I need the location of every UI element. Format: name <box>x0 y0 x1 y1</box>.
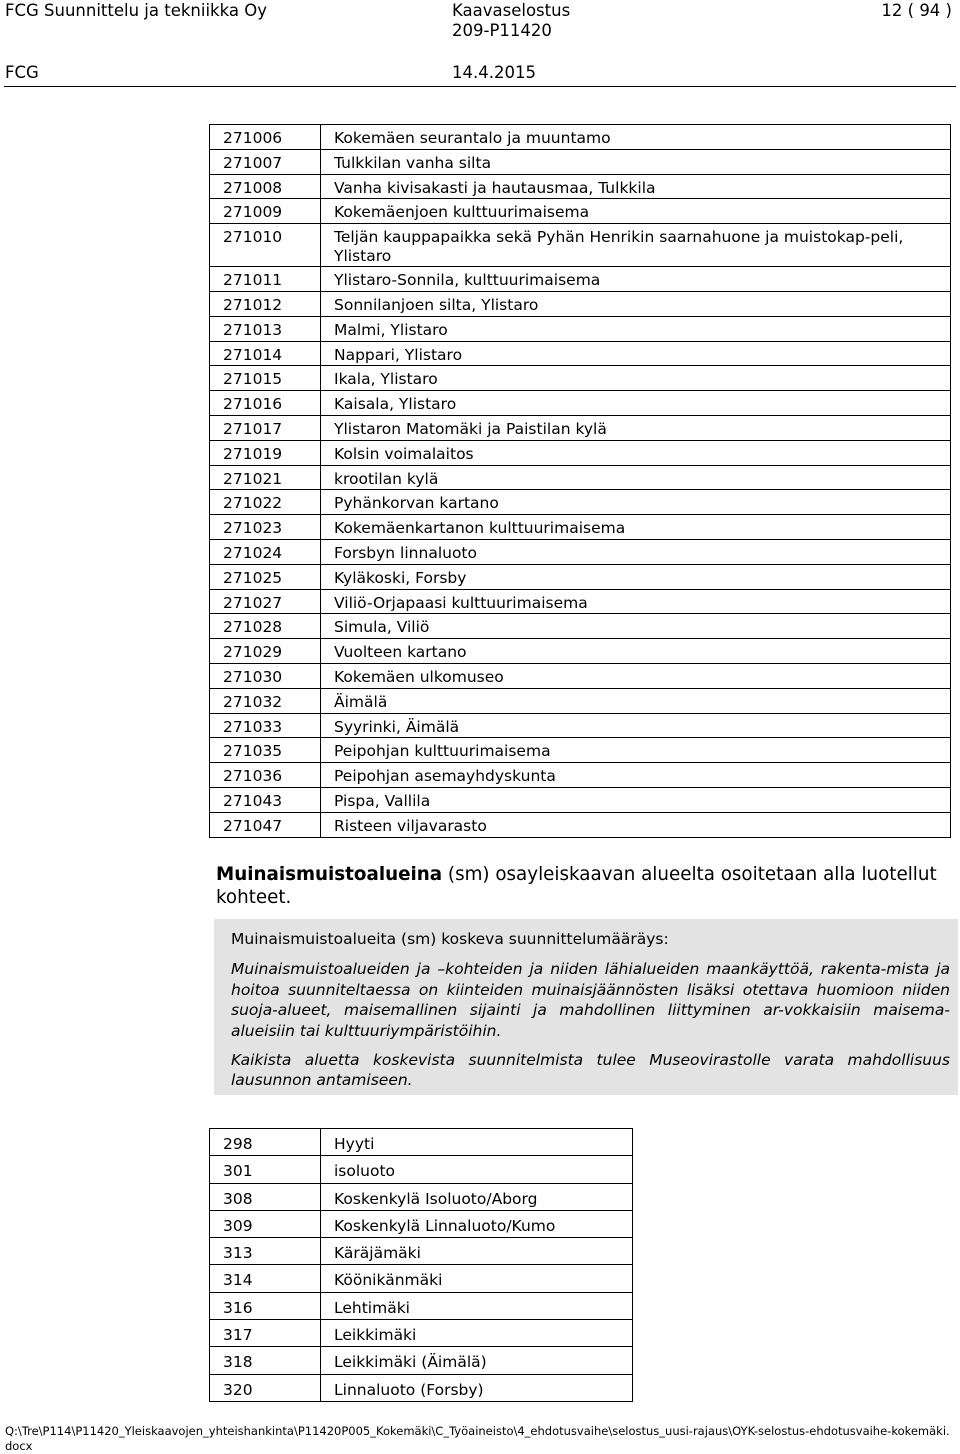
page-number: 12 ( 94 ) <box>881 1 952 20</box>
site-name-cell: Lehtimäki <box>321 1292 633 1319</box>
site-name-cell: Peipohjan kulttuurimaisema <box>321 738 951 763</box>
site-code-cell: 271035 <box>210 738 321 763</box>
site-code-cell: 271008 <box>210 174 321 199</box>
site-code-cell: 271011 <box>210 267 321 292</box>
table-row <box>210 787 951 812</box>
site-name-cell: Kolsin voimalaitos <box>321 440 951 465</box>
table-row <box>210 812 951 837</box>
site-code-cell: 271009 <box>210 199 321 224</box>
table-row <box>210 763 951 788</box>
site-code-cell: 313 <box>210 1238 321 1265</box>
site-name-cell: Ylistaron Matomäki ja Paistilan kylä <box>321 415 951 440</box>
site-code-cell: 318 <box>210 1347 321 1374</box>
site-name-cell: isoluoto <box>321 1156 633 1183</box>
site-name-cell: Koskenkylä Linnaluoto/Kumo <box>321 1210 633 1237</box>
site-code-cell: 316 <box>210 1292 321 1319</box>
table-row <box>210 713 951 738</box>
site-name-cell: Vuolteen kartano <box>321 639 951 664</box>
site-name-cell: Syyrinki, Äimälä <box>321 713 951 738</box>
table-row <box>210 366 951 391</box>
site-code-cell: 271029 <box>210 639 321 664</box>
file-path-footer: Q:\Tre\P114\P11420_Yleiskaavojen_yhteishankinta\P11420P005_Kokemäki\C_Työaineisto\4_ehdotusvaihe\selostus_uusi-rajaus\OYK-selostus-ehdotusvaihe-kokemäki.docx <box>5 1424 950 1453</box>
site-code-cell: 320 <box>210 1374 321 1401</box>
site-name-cell: Teljän kauppapaikka sekä Pyhän Henrikin saarnahuone ja muistokap-peli, Ylistaro <box>321 224 951 267</box>
table-row <box>210 125 951 150</box>
site-code-cell: 271030 <box>210 663 321 688</box>
site-name-cell: Sonnilanjoen silta, Ylistaro <box>321 291 951 316</box>
table-row <box>210 440 951 465</box>
table-row <box>210 415 951 440</box>
site-name-cell: Koskenkylä Isoluoto/Aborg <box>321 1183 633 1210</box>
site-name-cell: Vanha kivisakasti ja hautausmaa, Tulkkila <box>321 174 951 199</box>
table-row <box>210 738 951 763</box>
site-code-cell: 271028 <box>210 614 321 639</box>
site-code-cell: 271047 <box>210 812 321 837</box>
site-name-cell: Kokemäen seurantalo ja muuntamo <box>321 125 951 150</box>
site-name-cell: Risteen viljavarasto <box>321 812 951 837</box>
antiquity-areas-table <box>209 1128 633 1402</box>
site-code-cell: 271022 <box>210 490 321 515</box>
table-row <box>210 639 951 664</box>
site-code-cell: 308 <box>210 1183 321 1210</box>
company-name: FCG Suunnittelu ja tekniikka Oy <box>5 1 267 20</box>
table-row <box>210 589 951 614</box>
site-code-cell: 271036 <box>210 763 321 788</box>
site-name-cell: Ikala, Ylistaro <box>321 366 951 391</box>
site-code-cell: 271023 <box>210 515 321 540</box>
site-name-cell: Kyläkoski, Forsby <box>321 564 951 589</box>
heritage-sites-table <box>209 124 951 838</box>
site-code-cell: 271032 <box>210 688 321 713</box>
table-row <box>210 149 951 174</box>
site-code-cell: 271043 <box>210 787 321 812</box>
intro-term: Muinaismuistoalueina <box>216 864 443 885</box>
table-row <box>210 1183 633 1210</box>
document-date: 14.4.2015 <box>452 63 536 82</box>
table-row <box>210 391 951 416</box>
table-row <box>210 614 951 639</box>
site-name-cell: Viliö-Orjapaasi kulttuurimaisema <box>321 589 951 614</box>
site-code-cell: 271019 <box>210 440 321 465</box>
site-name-cell: Ylistaro-Sonnila, kulttuurimaisema <box>321 267 951 292</box>
site-name-cell: Peipohjan asemayhdyskunta <box>321 763 951 788</box>
table-row <box>210 1347 633 1374</box>
site-code-cell: 314 <box>210 1265 321 1292</box>
table-row <box>210 1374 633 1401</box>
table-row <box>210 465 951 490</box>
site-name-cell: Simula, Viliö <box>321 614 951 639</box>
site-code-cell: 309 <box>210 1210 321 1237</box>
site-name-cell: Kaisala, Ylistaro <box>321 391 951 416</box>
intro-text: (sm) osayleiskaavan alueelta osoitetaan alla luotellut kohteet. <box>216 864 937 908</box>
site-code-cell: 271033 <box>210 713 321 738</box>
site-code-cell: 271024 <box>210 539 321 564</box>
table-row <box>210 564 951 589</box>
table-row <box>210 1320 633 1347</box>
site-name-cell: krootilan kylä <box>321 465 951 490</box>
site-name-cell: Kokemäenjoen kulttuurimaisema <box>321 199 951 224</box>
table-row <box>210 291 951 316</box>
site-name-cell: Leikkimäki <box>321 1320 633 1347</box>
site-name-cell: Kokemäenkartanon kulttuurimaisema <box>321 515 951 540</box>
site-name-cell: Kokemäen ulkomuseo <box>321 663 951 688</box>
site-code-cell: 271016 <box>210 391 321 416</box>
table-row <box>210 515 951 540</box>
site-name-cell: Forsbyn linnaluoto <box>321 539 951 564</box>
site-code-cell: 271006 <box>210 125 321 150</box>
site-name-cell: Nappari, Ylistaro <box>321 341 951 366</box>
site-code-cell: 271012 <box>210 291 321 316</box>
table-row <box>210 316 951 341</box>
header-divider <box>4 86 956 87</box>
table-row <box>210 490 951 515</box>
site-code-cell: 271025 <box>210 564 321 589</box>
table-row <box>210 1210 633 1237</box>
site-name-cell: Pyhänkorvan kartano <box>321 490 951 515</box>
regulation-title: Muinaismuistoalueita (sm) koskeva suunnittelumääräys: <box>231 930 669 948</box>
regulation-paragraph: Kaikista aluetta koskevista suunnitelmista tulee Museovirastolle varata mahdollisuus lausunnon antamiseen. <box>231 1051 950 1090</box>
site-code-cell: 271015 <box>210 366 321 391</box>
table-row <box>210 174 951 199</box>
site-name-cell: Malmi, Ylistaro <box>321 316 951 341</box>
table-row <box>210 267 951 292</box>
table-row <box>210 1292 633 1319</box>
table-row <box>210 1265 633 1292</box>
site-code-cell: 271027 <box>210 589 321 614</box>
site-code-cell: 298 <box>210 1129 321 1156</box>
site-code-cell: 271013 <box>210 316 321 341</box>
site-code-cell: 271010 <box>210 224 321 267</box>
site-name-cell: Köönikänmäki <box>321 1265 633 1292</box>
table-row <box>210 1129 633 1156</box>
site-code-cell: 271021 <box>210 465 321 490</box>
site-name-cell: Pispa, Vallila <box>321 787 951 812</box>
table-row <box>210 539 951 564</box>
site-code-cell: 317 <box>210 1320 321 1347</box>
document-type: Kaavaselostus <box>452 1 571 20</box>
site-name-cell: Tulkkilan vanha silta <box>321 149 951 174</box>
intro-paragraph <box>216 863 954 909</box>
site-name-cell: Käräjämäki <box>321 1238 633 1265</box>
table-row <box>210 1238 633 1265</box>
site-name-cell: Hyyti <box>321 1129 633 1156</box>
table-row <box>210 341 951 366</box>
site-name-cell: Leikkimäki (Äimälä) <box>321 1347 633 1374</box>
project-number: 209-P11420 <box>452 21 552 40</box>
regulation-paragraph: Muinaismuistoalueiden ja –kohteiden ja niiden lähialueiden maankäyttöä, rakenta-mista ja hoitoa suunniteltaessa on kiinteiden muinaisjäännösten lisäksi otettava huomioon niiden suoja-alueet, maisemallinen sijainti ja mahdollinen liittyminen ar-vokkaisiin maisema-alueisiin tai kulttuuriympäristöihin. <box>231 960 950 1040</box>
site-code-cell: 271007 <box>210 149 321 174</box>
site-name-cell: Linnaluoto (Forsby) <box>321 1374 633 1401</box>
table-row <box>210 688 951 713</box>
company-short: FCG <box>5 63 39 82</box>
site-name-cell: Äimälä <box>321 688 951 713</box>
table-row <box>210 1156 633 1183</box>
site-code-cell: 301 <box>210 1156 321 1183</box>
regulation-box <box>214 919 958 1095</box>
site-code-cell: 271017 <box>210 415 321 440</box>
table-row <box>210 199 951 224</box>
table-row <box>210 663 951 688</box>
site-code-cell: 271014 <box>210 341 321 366</box>
table-row <box>210 224 951 267</box>
